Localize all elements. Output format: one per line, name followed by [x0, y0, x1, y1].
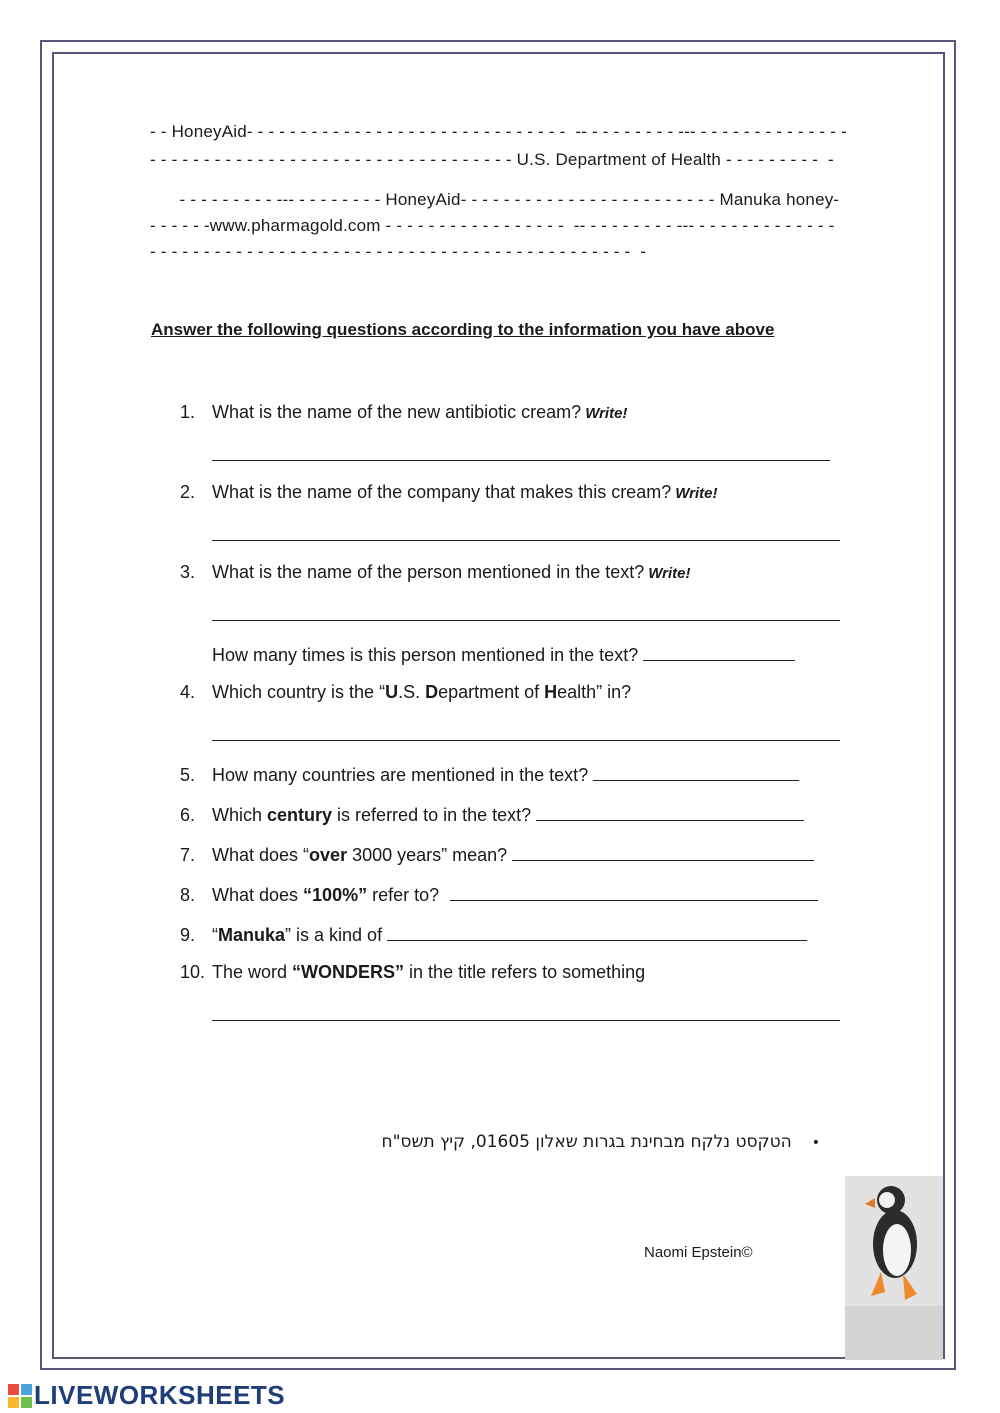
question-text: What is the name of the person mentioned in the text?	[212, 562, 645, 582]
question-number: 7.	[180, 845, 196, 865]
answer-blank-9[interactable]	[387, 922, 807, 941]
answer-line-10[interactable]	[212, 1020, 840, 1021]
question-text: in the title refers to something	[404, 962, 646, 982]
question-text: What is the name of the company that makes this cream?	[212, 482, 672, 502]
question-number: 4.	[180, 682, 196, 702]
bold-letter: H	[544, 682, 558, 702]
question-text: What does “	[212, 845, 310, 865]
bold-word: “100%”	[303, 885, 368, 905]
answer-line-4[interactable]	[212, 740, 840, 741]
question-text: “	[212, 925, 218, 945]
question-number: 10.	[180, 962, 206, 982]
puffin-icon	[845, 1176, 943, 1360]
bullet-icon: •	[811, 1135, 820, 1151]
write-hint: Write!	[675, 485, 718, 502]
write-hint: Write!	[648, 565, 691, 582]
question-number: 8.	[180, 885, 196, 905]
question-7	[180, 842, 860, 866]
question-text: Which country is the “	[212, 682, 386, 702]
puffin-image	[845, 1176, 943, 1360]
question-3b	[212, 642, 892, 666]
question-number: 1.	[180, 402, 196, 422]
bold-word: “WONDERS”	[292, 962, 405, 982]
question-8	[180, 882, 860, 906]
question-text: How many countries are mentioned in the text?	[212, 765, 589, 785]
answer-blank-7[interactable]	[512, 842, 814, 861]
answer-blank-8[interactable]	[450, 882, 818, 901]
question-text: What is the name of the new antibiotic cream?	[212, 402, 582, 422]
answer-line-2[interactable]	[212, 540, 840, 541]
question-6	[180, 802, 860, 826]
question-9	[180, 922, 860, 946]
author-credit: Naomi Epstein©	[644, 1244, 753, 1261]
answer-blank-5[interactable]	[593, 762, 799, 781]
bold-letter: U	[385, 682, 399, 702]
instruction-heading: Answer the following questions according to the information you have above	[151, 320, 775, 339]
question-10	[180, 962, 860, 983]
question-3	[180, 562, 860, 583]
question-text: How many times is this person mentioned in the text?	[212, 645, 639, 665]
question-number: 6.	[180, 805, 196, 825]
bold-word: Manuka	[218, 925, 286, 945]
question-text: The word	[212, 962, 293, 982]
liveworksheets-logo[interactable]: LIVEWORKSHEETS	[34, 1380, 286, 1410]
question-text: epartment of	[438, 682, 545, 702]
question-2	[180, 482, 860, 503]
text-line-4: - - - - - -www.pharmagold.com - - - - - - - - - - - - - - - - - -- - - - - - - - - --- - - - - - - - - - - - - -	[150, 216, 835, 235]
question-1	[180, 402, 860, 423]
bold-letter: D	[425, 682, 439, 702]
question-number: 5.	[180, 765, 196, 785]
question-number: 3.	[180, 562, 196, 582]
text-line-5: - - - - - - - - - - - - - - - - - - - - - - - - - - - - - - - - - - - - - - - - - - - - - -	[150, 242, 647, 261]
text-line-3: - - - - - - - - - --- - - - - - - - - HoneyAid- - - - - - - - - - - - - - - - - - - - - - - - Manuka honey-	[150, 190, 840, 209]
text-line-2: - - - - - - - - - - - - - - - - - - - - - - - - - - - - - - - - - - U.S. Department of Health - - - - - - - - - -	[150, 150, 834, 169]
source-note	[340, 1132, 820, 1152]
logo-icon	[8, 1384, 32, 1408]
question-text: ” is a kind of	[285, 925, 383, 945]
answer-line-3[interactable]	[212, 620, 840, 621]
source-note-text: הטקסט נלקח מבחינת בגרות שאלון 01605, קיץ תשס"ח	[381, 1132, 792, 1152]
question-4	[180, 682, 860, 703]
answer-line-1[interactable]	[212, 460, 830, 461]
question-text: .S.	[398, 682, 426, 702]
question-text: is referred to in the text?	[332, 805, 532, 825]
answer-blank-3b[interactable]	[643, 642, 795, 661]
bold-word: over	[309, 845, 348, 865]
bold-word: century	[267, 805, 333, 825]
question-text: ealth” in?	[557, 682, 632, 702]
question-text: Which	[212, 805, 268, 825]
question-5	[180, 762, 860, 786]
question-number: 2.	[180, 482, 196, 502]
question-text: What does	[212, 885, 304, 905]
question-number: 9.	[180, 925, 196, 945]
question-text: refer to?	[367, 885, 440, 905]
text-line-1: - - HoneyAid- - - - - - - - - - - - - - - - - - - - - - - - - - - - - - -- - - - - - - - - --- - - - - - - - - - - - - - -	[150, 122, 847, 141]
answer-blank-6[interactable]	[536, 802, 804, 821]
question-text: 3000 years” mean?	[347, 845, 508, 865]
write-hint: Write!	[585, 405, 628, 422]
